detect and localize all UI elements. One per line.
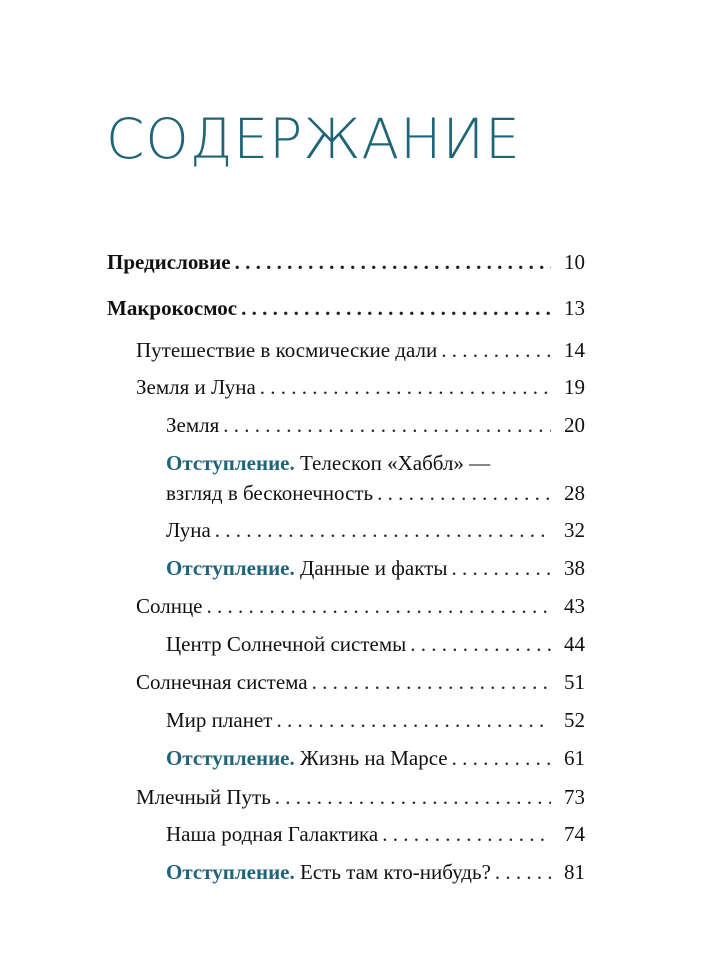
leader-dots bbox=[312, 670, 551, 694]
toc-entry-page: 61 bbox=[564, 746, 585, 770]
toc-entry-hubble[interactable] bbox=[166, 481, 585, 505]
leader-dots bbox=[235, 250, 551, 274]
toc-entry-page: 74 bbox=[564, 822, 585, 846]
digression-label: Отступление. bbox=[166, 451, 295, 475]
toc-entry-title: Солнце bbox=[136, 594, 203, 618]
toc-entry-earth[interactable] bbox=[166, 413, 585, 437]
leader-dots bbox=[223, 413, 551, 437]
leader-dots bbox=[207, 594, 551, 618]
toc-entry-page: 10 bbox=[564, 250, 585, 274]
toc-entry-title: Жизнь на Марсе bbox=[300, 746, 448, 770]
digression-label: Отступление. bbox=[166, 860, 295, 884]
toc-entry-moon[interactable] bbox=[166, 518, 585, 542]
toc-entry-title: Земля bbox=[166, 413, 220, 437]
toc-entry-title-cont: взгляд в бесконечность bbox=[166, 481, 374, 505]
toc-entry-page: 73 bbox=[564, 785, 585, 809]
toc-entry-title: Телескоп «Хаббл» — bbox=[300, 451, 491, 475]
toc-entry-title: Центр Солнечной системы bbox=[166, 632, 407, 656]
toc-entry-title: Предисловие bbox=[107, 250, 231, 274]
leader-dots bbox=[410, 632, 551, 656]
toc-entry-page: 51 bbox=[564, 670, 585, 694]
leader-dots bbox=[377, 481, 551, 505]
toc-entry-title: Путешествие в космические дали bbox=[136, 338, 438, 362]
leader-dots bbox=[241, 296, 551, 320]
toc-entry-page: 13 bbox=[564, 296, 585, 320]
leader-dots bbox=[215, 518, 551, 542]
toc-entry-page: 19 bbox=[564, 375, 585, 399]
toc-entry-title: Данные и факты bbox=[300, 556, 448, 580]
toc-entry-page: 44 bbox=[564, 632, 585, 656]
toc-entry-page: 38 bbox=[564, 556, 585, 580]
toc-entry-title: Луна bbox=[166, 518, 211, 542]
digression-label: Отступление. bbox=[166, 746, 295, 770]
toc-entry-page: 14 bbox=[564, 338, 585, 362]
toc-entry-facts[interactable] bbox=[166, 556, 585, 580]
toc-entry-page: 32 bbox=[564, 518, 585, 542]
toc-entry-solar-system[interactable] bbox=[136, 670, 585, 694]
toc-entry-page: 20 bbox=[564, 413, 585, 437]
toc-entry-page: 81 bbox=[564, 860, 585, 884]
leader-dots bbox=[382, 822, 551, 846]
toc-entry-milky-way[interactable] bbox=[136, 785, 585, 809]
toc-entry-preface[interactable] bbox=[107, 250, 585, 274]
toc-entry-anyone-there[interactable] bbox=[166, 860, 585, 884]
leader-dots bbox=[260, 375, 551, 399]
leader-dots bbox=[275, 785, 551, 809]
toc-entry-page: 28 bbox=[564, 481, 585, 505]
toc-entry-page: 52 bbox=[564, 708, 585, 732]
toc-entry-galaxy[interactable] bbox=[166, 822, 585, 846]
toc-entry-title: Земля и Луна bbox=[136, 375, 256, 399]
leader-dots bbox=[452, 746, 551, 770]
toc-entry-mars[interactable] bbox=[166, 746, 585, 770]
toc-entry-title: Наша родная Галактика bbox=[166, 822, 379, 846]
leader-dots bbox=[276, 708, 551, 732]
toc-entry-journey[interactable] bbox=[136, 338, 585, 362]
leader-dots bbox=[441, 338, 551, 362]
toc-entry-title: Макрокосмос bbox=[107, 296, 238, 320]
leader-dots bbox=[451, 556, 551, 580]
digression-label: Отступление. bbox=[166, 556, 295, 580]
page-title: СОДЕРЖАНИЕ bbox=[106, 107, 521, 171]
leader-dots bbox=[495, 860, 551, 884]
toc-entry-title: Мир планет bbox=[166, 708, 273, 732]
toc-entry-macrocosmos[interactable] bbox=[107, 296, 585, 320]
toc-entry-page: 43 bbox=[564, 594, 585, 618]
toc-entry-earth-moon[interactable] bbox=[136, 375, 585, 399]
toc-entry-hubble-line1[interactable] bbox=[166, 451, 490, 475]
toc-entry-sun[interactable] bbox=[136, 594, 585, 618]
toc-entry-planets[interactable] bbox=[166, 708, 585, 732]
toc-entry-title: Млечный Путь bbox=[136, 785, 271, 809]
toc-entry-title: Солнечная система bbox=[136, 670, 308, 694]
toc-entry-title: Есть там кто-нибудь? bbox=[300, 860, 491, 884]
toc-entry-solar-center[interactable] bbox=[166, 632, 585, 656]
